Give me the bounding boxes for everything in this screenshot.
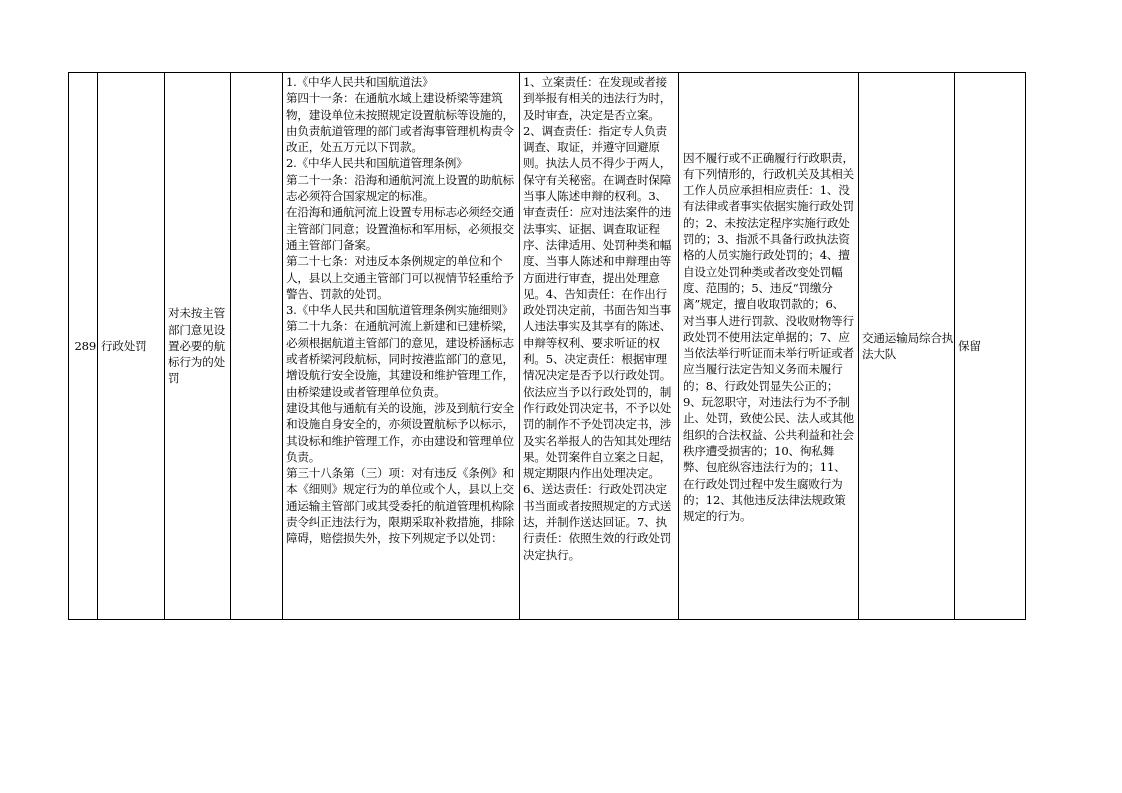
responsible-department: 交通运输局综合执法大队 [862,330,954,361]
table-row [68,72,1026,620]
accountability-cell [679,73,859,619]
legal-basis-text: 1.《中华人民共和国航道法》 第四十一条：在通航水域上建设桥梁等建筑物，建设单位未按照规定设置航标等设施的，由负责航道管理的部门或者海事管理机构责令改正，处五万元以下罚款。 2.《中华人民共和国航道管理条例》 第二十一条：沿海和通航河流上设置的助航标志必须符合国家规定的标准。 在沿海和通航河流上设置专用标志必须经交通主管部门同意；设置渔标和军用标，必须报交通主管部门备案。 第二十七条：对违反本条例规定的单位和个人，县以上交通主管部门可以视情节轻重给予警告、罚款的处罚。 3.《中华人民共和国航道管理条例实施细则》 第二十九条：在通航河流上新建和已建桥梁，必须根据航道主管部门的意见，建设桥涵标志或者桥梁河段航标，同时按港监部门的意见，增设航行安全设施，其建设和维护管理工作，由桥梁建设或者管理单位负责。 建设其他与通航有关的设施，涉及到航行安全和设施自身安全的，亦须设置航标予以标示，其设标和维护管理工作，亦由建设和管理单位负责。 第三十八条第（三）项：对有违反《条例》和本《细则》规定行为的单位或个人，县以上交通运输主管部门或其受委托的航道管理机构除责令纠正违法行为，限期采取补救措施，排除障碍，赔偿损失外，按下列规定予以处罚： [286,75,514,546]
row-number-cell [69,73,98,619]
sub-item-cell [231,73,283,619]
remark-text: 保留 [958,338,981,353]
responsibility-text: 1、立案责任：在发现或者接到举报有相关的违法行为时，及时审查，决定是否立案。2、调查责任：指定专人负责调查、取证，并遵守回避原则。执法人员不得少于两人，保守有关秘密。在调查时保障当事人陈述申辩的权利。3、审查责任：应对违法案件的违法事实、证据、调查取证程序、法律适用、处罚种类和幅度、当事人陈述和申辩理由等方面进行审查，提出处理意见。4、告知责任：在作出行政处罚决定前，书面告知当事人违法事实及其享有的陈述、申辩等权利、要求听证的权利。5、决定责任：根据审理情况决定是否予以行政处罚。依法应当予以行政处罚的，制作行政处罚决定书，不予以处罚的制作不予处罚决定书，涉及实名举报人的告知其处理结果。处罚案件自立案之日起，规定期限内作出处理决定。 6、送达责任：行政处罚决定书当面或者按照规定的方式送达，并制作送达回证。7、执行责任：依照生效的行政处罚决定执行。 [523,75,672,562]
power-category: 行政处罚 [101,338,147,353]
remark-cell [955,73,1026,619]
category-cell [98,73,165,619]
row-number: 289 [74,338,96,353]
accountability-text: 因不履行或不正确履行行政职责，有下列情形的，行政机关及其相关工作人员应承担相应责任：1、没有法律或者事实依据实施行政处罚的；2、未按法定程序实施行政处罚的；3、指派不具备行政执法资格的人员实施行政处罚的；4、擅自设立处罚种类或者改变处罚幅度、范围的；5、违反“罚缴分离”规定，擅自收取罚款的；6、对当事人进行罚款、没收财物等行政处罚不使用法定单据的；7、应当依法举行听证而未举行听证或者应当履行法定告知义务而未履行的；8、行政处罚显失公正的；9、玩忽职守，对违法行为不予制止、处罚，致使公民、法人或其他组织的合法权益、公共利益和社会秩序遭受损害的；10、徇私舞弊、包庇纵容违法行为的；11、在行政处罚过程中发生腐败行为的；12、其他违反法律法规政策规定的行为。 [683,150,854,524]
responsibility-cell [520,73,679,619]
department-cell [859,73,955,619]
item-name-cell [165,73,231,619]
legal-basis-cell [283,73,520,619]
power-item-name: 对未按主管部门意见设置必要的航标行为的处罚 [168,306,225,386]
